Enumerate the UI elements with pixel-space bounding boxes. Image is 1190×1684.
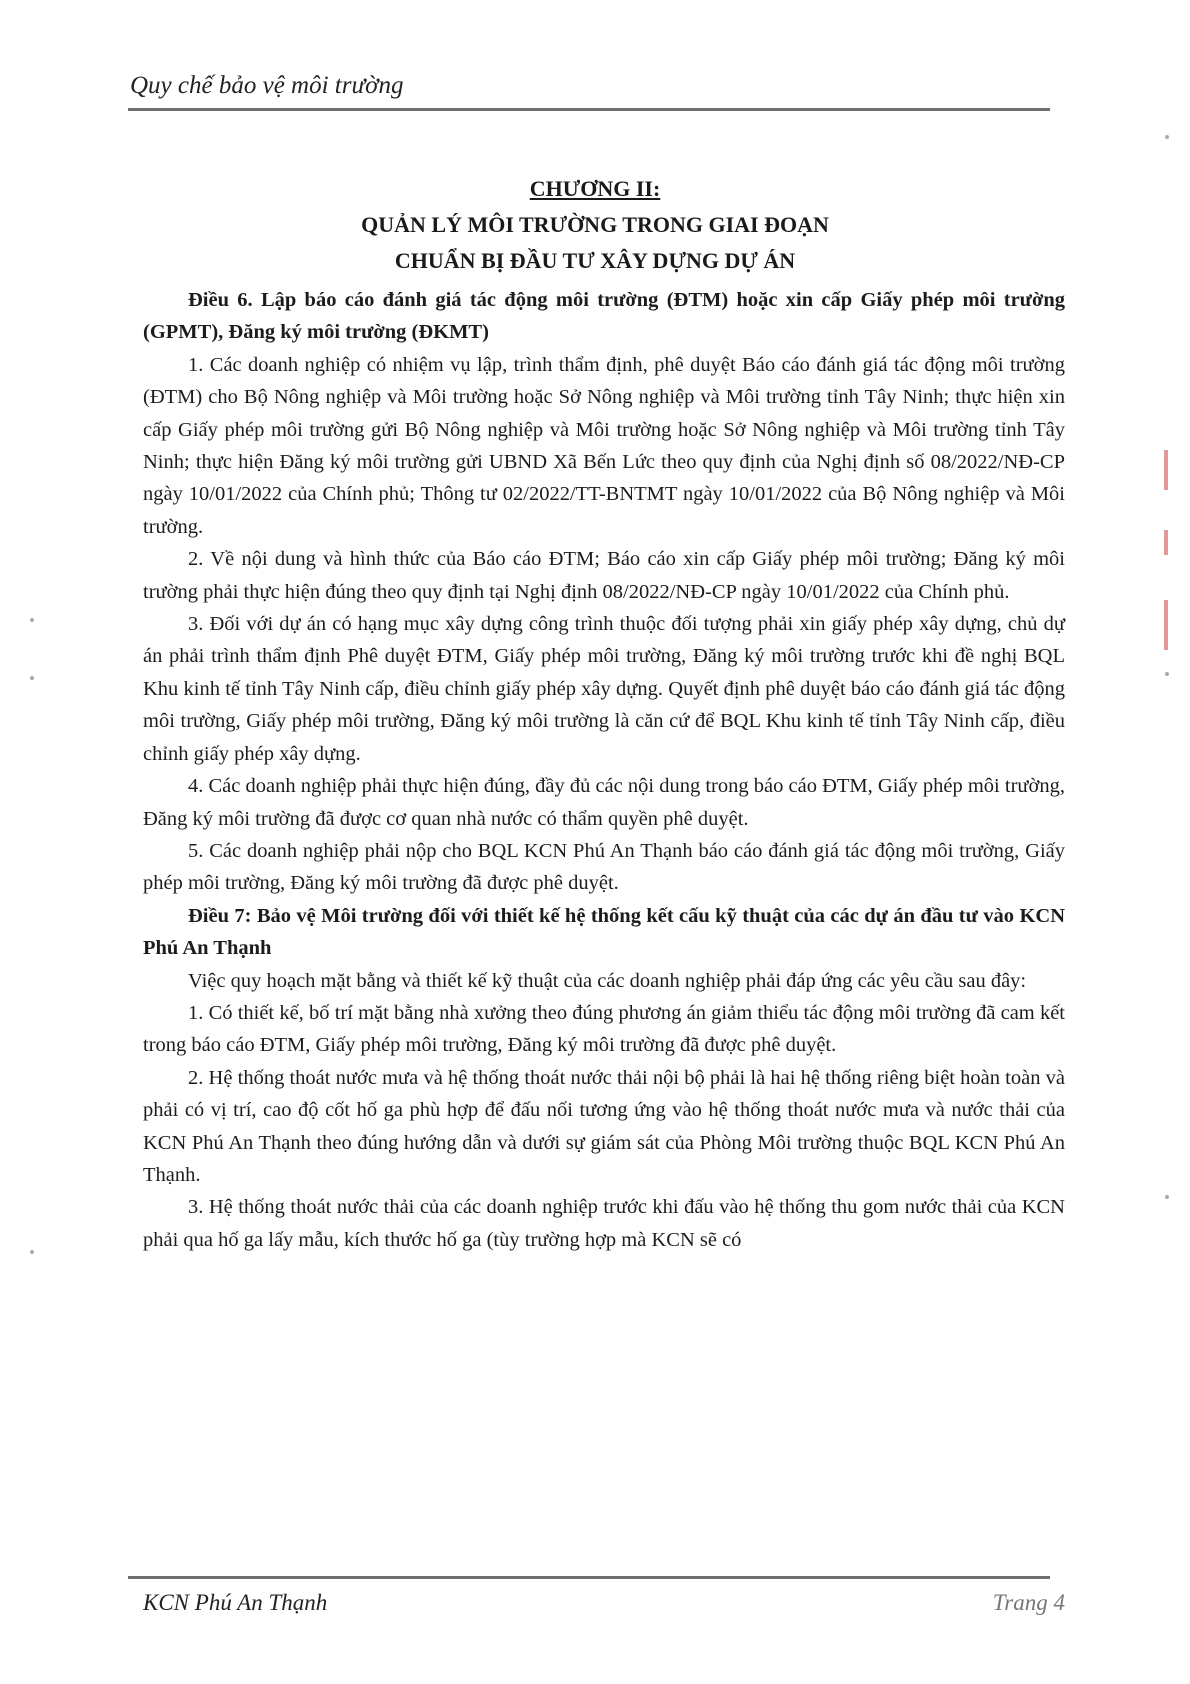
running-header: Quy chế bảo vệ môi trường (130, 72, 404, 99)
article-7-item-2: 2. Hệ thống thoát nước mưa và hệ thống thoát nước thải nội bộ phải là hai hệ thống riêng biệt hoàn toàn và phải có vị trí, cao độ cốt hố ga phù hợp để đấu nối tương ứng vào hệ thống thoát nước mưa và nước thải của KCN Phú An Thạnh theo đúng hướng dẫn và dưới sự giám sát của Phòng Môi trường thuộc BQL KCN Phú An Thạnh. (143, 1066, 1065, 1186)
article-7-heading: Điều 7: Bảo vệ Môi trường đối với thiết kế hệ thống kết cấu kỹ thuật của các dự án đầu tư vào KCN Phú An Thạnh (143, 904, 1065, 960)
scan-speck (30, 618, 34, 622)
article-6-heading: Điều 6. Lập báo cáo đánh giá tác động môi trường (ĐTM) hoặc xin cấp Giấy phép môi trường (GPMT), Đăng ký môi trường (ĐKMT) (143, 289, 1065, 344)
article-7-intro: Việc quy hoạch mặt bằng và thiết kế kỹ thuật của các doanh nghiệp phải đáp ứng các yêu cầu sau đây: (188, 969, 1027, 992)
scan-speck (1165, 672, 1169, 676)
scan-speck (30, 676, 34, 680)
scan-edge-mark (1164, 600, 1168, 650)
article-6-item-1: 1. Các doanh nghiệp có nhiệm vụ lập, trình thẩm định, phê duyệt Báo cáo đánh giá tác động môi trường (ĐTM) cho Bộ Nông nghiệp và Môi trường hoặc Sở Nông nghiệp và Môi trường tỉnh Tây Ninh; thực hiện xin cấp Giấy phép môi trường gửi Bộ Nông nghiệp và Môi trường hoặc Sở Nông nghiệp và Môi trường tỉnh Tây Ninh; thực hiện Đăng ký môi trường gửi UBND Xã Bến Lức theo quy định của Nghị định số 08/2022/NĐ-CP ngày 10/01/2022 của Chính phủ; Thông tư 02/2022/TT-BNTMT ngày 10/01/2022 của Bộ Nông nghiệp và Môi trường. (143, 353, 1065, 538)
header-rule (128, 108, 1050, 111)
footer-organization: KCN Phú An Thạnh (143, 1590, 328, 1615)
page-number: Trang 4 (992, 1590, 1065, 1615)
document-body (143, 284, 1065, 1256)
scan-edge-mark (1164, 530, 1168, 555)
article-7-item-3: 3. Hệ thống thoát nước thải của các doanh nghiệp trước khi đấu vào hệ thống thu gom nước thải của KCN phải qua hố ga lấy mẫu, kích thước hố ga (tùy trường hợp mà KCN sẽ có (143, 1196, 1065, 1251)
chapter-title-line-1: QUẢN LÝ MÔI TRƯỜNG TRONG GIAI ĐOẠN (361, 212, 829, 237)
chapter-number: CHƯƠNG II: (529, 176, 661, 201)
article-6-item-3: 3. Đối với dự án có hạng mục xây dựng công trình thuộc đối tượng phải xin giấy phép xây dựng, chủ dự án phải trình thẩm định Phê duyệt ĐTM, Giấy phép môi trường, Đăng ký môi trường trước khi đề nghị BQL Khu kinh tế tỉnh Tây Ninh cấp, điều chỉnh giấy phép xây dựng. Quyết định phê duyệt báo cáo đánh giá tác động môi trường, Giấy phép môi trường, Đăng ký môi trường là căn cứ để BQL Khu kinh tế tỉnh Tây Ninh cấp, điều chỉnh giấy phép xây dựng. (143, 613, 1065, 765)
scan-speck (1165, 1195, 1169, 1199)
article-7-item-1: 1. Có thiết kế, bố trí mặt bằng nhà xưởng theo đúng phương án giảm thiểu tác động môi trường đã cam kết trong báo cáo ĐTM, Giấy phép môi trường, Đăng ký môi trường đã được phê duyệt. (143, 1001, 1065, 1057)
footer-rule (128, 1576, 1050, 1579)
scan-edge-mark (1164, 450, 1168, 490)
article-6-item-5: 5. Các doanh nghiệp phải nộp cho BQL KCN Phú An Thạnh báo cáo đánh giá tác động môi trường, Giấy phép môi trường, Đăng ký môi trường đã được phê duyệt. (143, 839, 1065, 895)
article-6-item-4: 4. Các doanh nghiệp phải thực hiện đúng, đầy đủ các nội dung trong báo cáo ĐTM, Giấy phép môi trường, Đăng ký môi trường đã được cơ quan nhà nước có thẩm quyền phê duyệt. (143, 775, 1065, 830)
chapter-title-line-2: CHUẨN BỊ ĐẦU TƯ XÂY DỰNG DỰ ÁN (394, 248, 796, 273)
article-6-item-2: 2. Về nội dung và hình thức của Báo cáo ĐTM; Báo cáo xin cấp Giấy phép môi trường; Đăng ký môi trường phải thực hiện đúng theo quy định tại Nghị định 08/2022/NĐ-CP ngày 10/01/2022 của Chính phủ. (143, 548, 1065, 603)
scan-speck (1165, 135, 1169, 139)
scan-speck (30, 1250, 34, 1254)
